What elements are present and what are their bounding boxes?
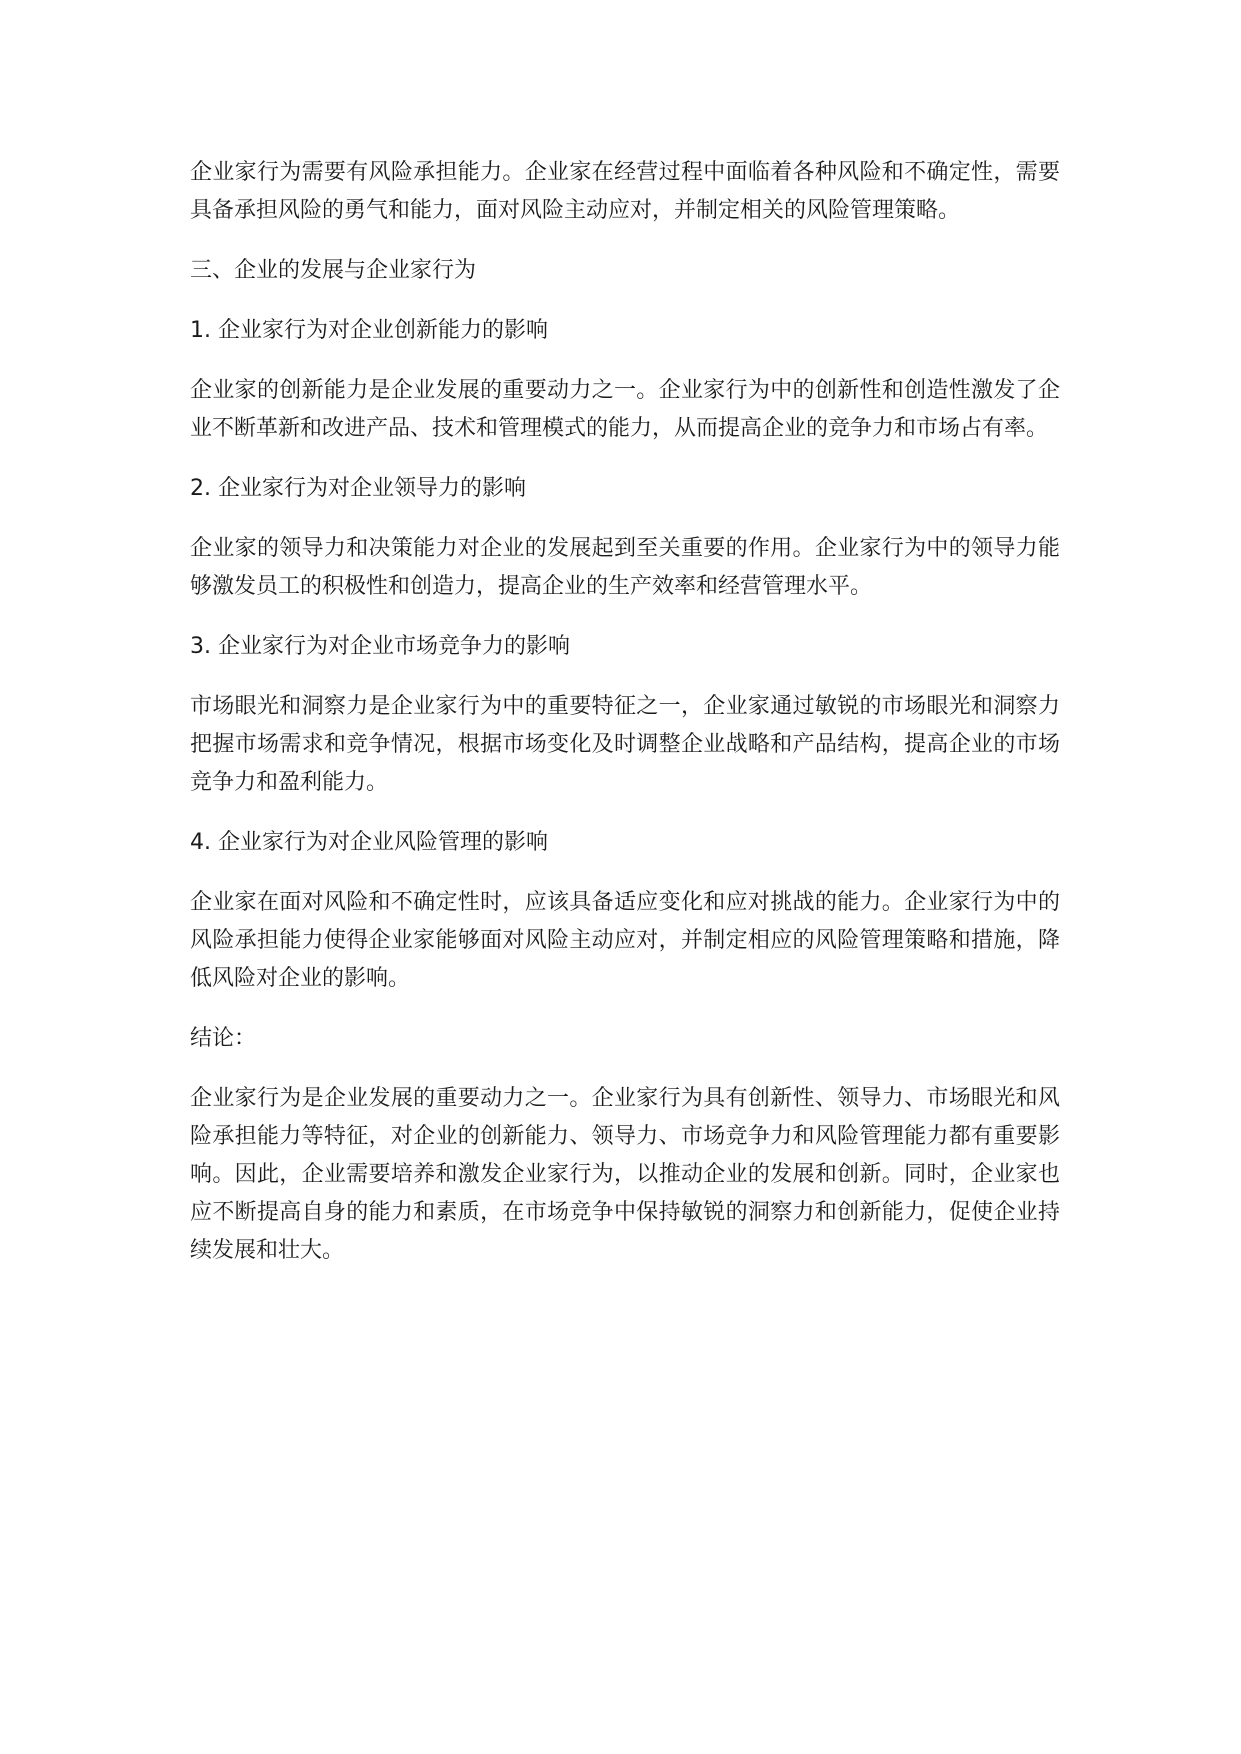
paragraph-risk-bearing: 企业家行为需要有风险承担能力。企业家在经营过程中面临着各种风险和不确定性，需要具备承担风险的勇气和能力，面对风险主动应对，并制定相关的风险管理策略。 (190, 160, 1060, 223)
subheading-innovation: 1. 企业家行为对企业创新能力的影响 (190, 318, 548, 343)
paragraph-market-competitiveness: 市场眼光和洞察力是企业家行为中的重要特征之一，企业家通过敏锐的市场眼光和洞察力把握市场需求和竞争情况，根据市场变化及时调整企业战略和产品结构，提高企业的市场竞争力和盈利能力。 (190, 694, 1060, 795)
paragraph-leadership: 企业家的领导力和决策能力对企业的发展起到至关重要的作用。企业家行为中的领导力能够激发员工的积极性和创造力，提高企业的生产效率和经营管理水平。 (190, 536, 1060, 599)
paragraph-risk-management: 企业家在面对风险和不确定性时，应该具备适应变化和应对挑战的能力。企业家行为中的风险承担能力使得企业家能够面对风险主动应对，并制定相应的风险管理策略和措施，降低风险对企业的影响。 (190, 890, 1060, 991)
subheading-risk-management: 4. 企业家行为对企业风险管理的影响 (190, 830, 548, 855)
conclusion-heading: 结论： (190, 1026, 257, 1051)
subheading-leadership: 2. 企业家行为对企业领导力的影响 (190, 476, 526, 501)
document-body (190, 154, 1060, 1292)
paragraph-innovation: 企业家的创新能力是企业发展的重要动力之一。企业家行为中的创新性和创造性激发了企业不断革新和改进产品、技术和管理模式的能力，从而提高企业的竞争力和市场占有率。 (190, 378, 1060, 441)
section-heading-development: 三、企业的发展与企业家行为 (190, 258, 477, 283)
subheading-market-competitiveness: 3. 企业家行为对企业市场竞争力的影响 (190, 634, 570, 659)
paragraph-conclusion: 企业家行为是企业发展的重要动力之一。企业家行为具有创新性、领导力、市场眼光和风险承担能力等特征，对企业的创新能力、领导力、市场竞争力和风险管理能力都有重要影响。因此，企业需要培养和激发企业家行为，以推动企业的发展和创新。同时，企业家也应不断提高自身的能力和素质，在市场竞争中保持敏锐的洞察力和创新能力，促使企业持续发展和壮大。 (190, 1086, 1060, 1263)
